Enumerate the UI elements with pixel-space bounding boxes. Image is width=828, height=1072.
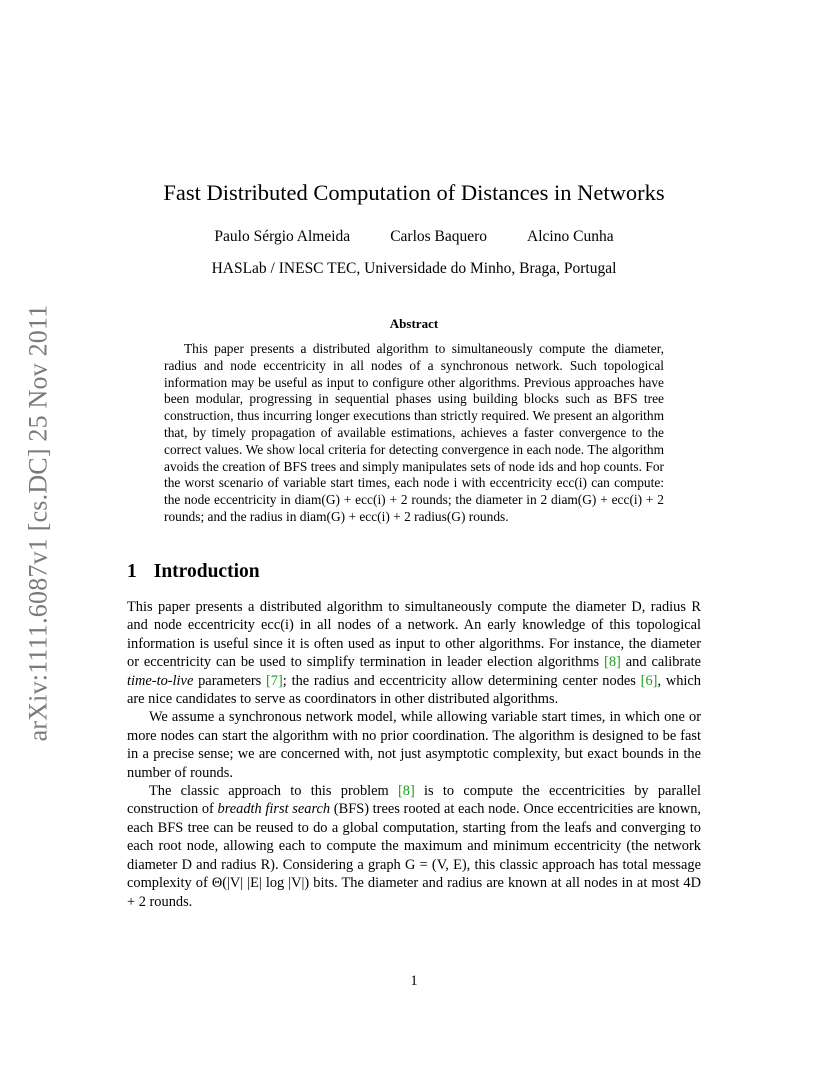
section-number: 1: [127, 561, 137, 582]
author-list: [0, 228, 828, 246]
paragraph-text: (BFS) trees rooted at each node. Once eccentricities are known, each BFS tree can be reused to do a global computation, starting from the leafs and converging to each root node, allowing each to compute the maximum and minimum eccentricity (the network diameter D and radius R). Considering a graph G = (V, E), this classic approach has total message complexity of Θ(|V| |E| log |V|) bits. The diameter and radius are known at all nodes in at most 4D + 2 rounds.: [127, 801, 701, 910]
affiliation: HASLab / INESC TEC, Universidade do Minho, Braga, Portugal: [211, 260, 617, 277]
citation-link[interactable]: [8]: [398, 783, 415, 800]
citation-link[interactable]: [7]: [266, 672, 283, 689]
emphasis-text: time-to-live: [127, 672, 194, 689]
paragraph: [127, 782, 701, 911]
paragraph-text: ; the radius and eccentricity allow determining center nodes: [282, 672, 641, 689]
paragraph-text: and calibrate: [620, 654, 701, 671]
citation-link[interactable]: [6]: [640, 672, 658, 689]
paragraph-text: is to compute the eccentricities by parallel construction of: [127, 783, 701, 818]
author-name: Alcino Cunha: [527, 228, 614, 245]
paragraph: We assume a synchronous network model, while allowing variable start times, in which one or more nodes can start the algorithm with no prior coordination. The algorithm is designed to be fast in a precise sense; we are concerned with, not just asymptotic complexity, but exact bounds in the number of rounds.: [127, 709, 701, 781]
author-name: Paulo Sérgio Almeida: [214, 228, 351, 245]
section-title: Introduction: [153, 561, 260, 582]
abstract-body: [164, 341, 664, 526]
paragraph: [127, 598, 701, 708]
page-number: 1: [410, 973, 418, 989]
arxiv-stamp: [18, 288, 58, 758]
paragraph-text: This paper presents a distributed algorithm to simultaneously compute the diameter D, radius R and node eccentricity ecc(i) in all nodes of a network. An early knowledge of this topological information is useful since it is often used as input to other algorithms. For instance, the diameter or eccentricity can be used to simplify termination in leader election algorithms: [127, 599, 701, 671]
paper-title: Fast Distributed Computation of Distances in Networks: [163, 180, 665, 205]
paragraph-text: The classic approach to this problem: [149, 783, 398, 800]
paragraph-text: parameters: [193, 672, 267, 689]
citation-link[interactable]: [8]: [604, 654, 621, 671]
abstract-heading: Abstract: [389, 316, 439, 331]
abstract-text: This paper presents a distributed algorithm to simultaneously compute the diameter, radius and node eccentricity in all nodes of a synchronous network. Such topological information may be useful as input to configure other algorithms. Previous approaches have been modular, progressing in sequential phases using building blocks such as BFS tree construction, thus incurring longer executions than strictly required. We present an algorithm that, by timely propagation of available estimations, achieves a faster convergence to the correct values. We show local criteria for detecting convergence in each node. The algorithm avoids the creation of BFS trees and simply manipulates sets of node ids and hop counts. For the worst scenario of variable start times, each node i with eccentricity ecc(i) can compute: the node eccentricity in diam(G) + ecc(i) + 2 rounds; the diameter in 2 diam(G) + ecc(i) + 2 rounds; and the radius in diam(G) + ecc(i) + 2 radius(G) rounds.: [164, 341, 664, 524]
arxiv-stamp-text: arXiv:1111.6087v1 [cs.DC] 25 Nov 2011: [23, 304, 52, 742]
author-name: Carlos Baquero: [390, 228, 488, 245]
section-body: [127, 598, 701, 911]
paragraph-text: , which are nice candidates to serve as coordinators in other distributed algorithms.: [127, 672, 701, 708]
emphasis-text: breadth first search: [217, 801, 331, 818]
section-heading: [127, 561, 260, 583]
